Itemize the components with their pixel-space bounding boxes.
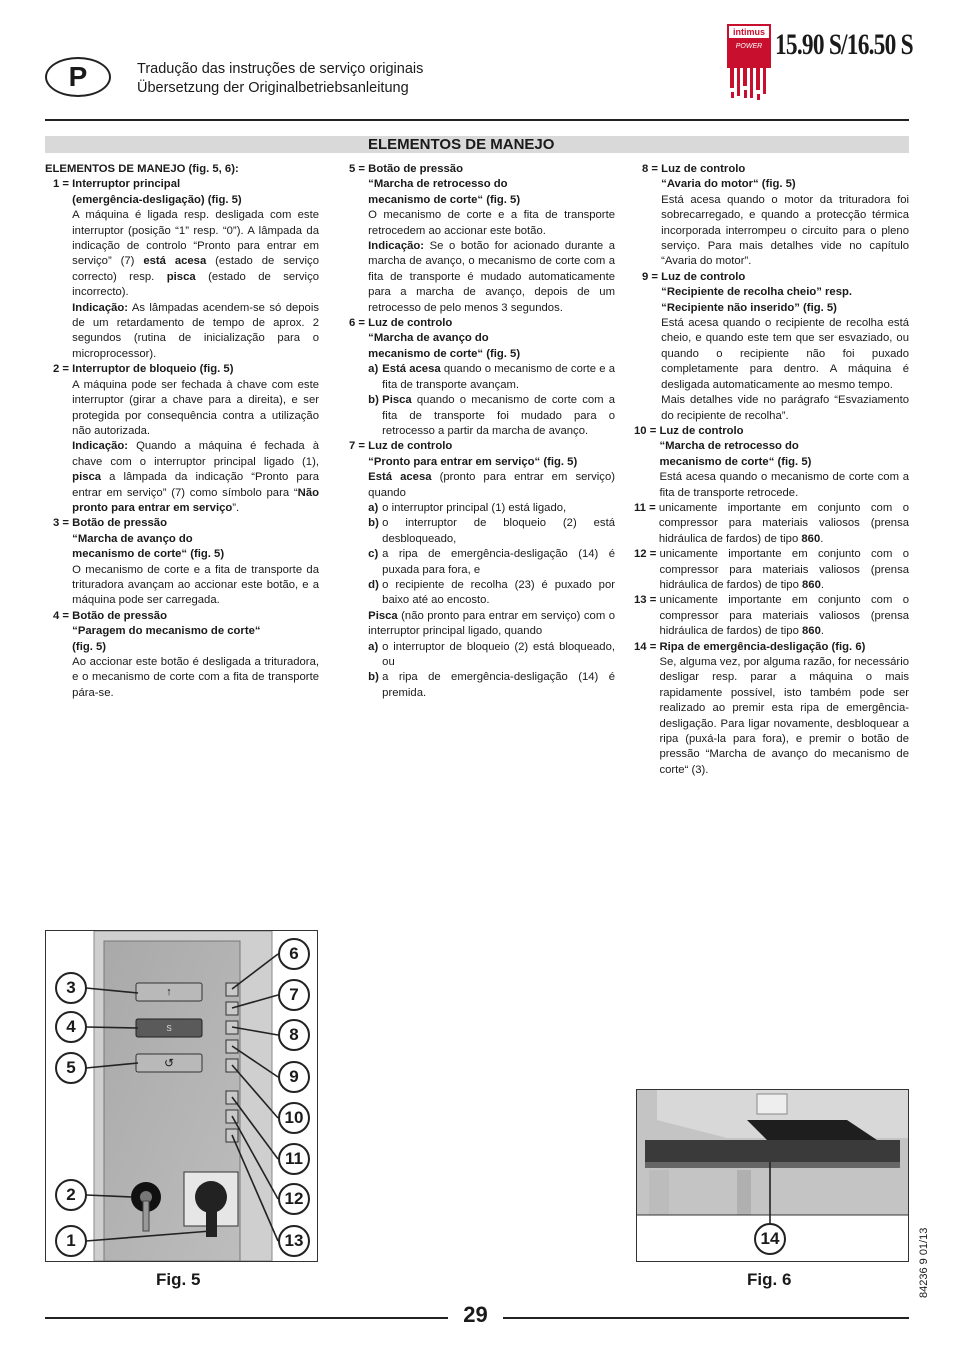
item-title: Botão de pressão — [368, 163, 463, 175]
item-1 — [45, 177, 319, 362]
logo-sub-text: POWER — [735, 43, 763, 50]
item-text: Pisca (não pronto para entrar em serviço) com o interruptor principal ligado, quando — [368, 609, 615, 638]
item-13 — [634, 593, 909, 639]
item-number: 7 = — [349, 440, 369, 453]
item-text: Se, alguma vez, por alguma razão, for necessário desligar resp. parar a máquina o mais rapidamente possível, isto também pode ser realizado ao premir esta ripa de emergência-desligação. Para ligar novamente, desbloquear a ripa (puxá-la para fora), e premir o botão de pressão “Marcha de avanço do mecanismo de corte“ (3). — [659, 656, 909, 776]
item-10 — [634, 424, 909, 501]
item-text: O mecanismo de corte e a fita de transporte da trituradora avançam ao accionar este botão, e a máquina pode ser carregada. — [72, 563, 319, 607]
item-number: 6 = — [349, 317, 369, 330]
footer-line-left — [45, 1317, 448, 1319]
language-badge: P — [45, 57, 111, 97]
callout-6: 6 — [278, 938, 310, 970]
sub-item-c: c) a ripa de emergência-desligação (14) é puxada para fora, e — [368, 548, 615, 576]
item-title: mecanismo de corte“ (fig. 5) — [368, 193, 521, 206]
item-8 — [634, 162, 909, 270]
item-title: “Pronto para entrar em serviço“ (fig. 5) — [368, 455, 578, 468]
item-title: Luz de controlo — [368, 317, 453, 330]
callout-4: 4 — [55, 1011, 87, 1043]
item-title: Luz de controlo — [661, 163, 746, 175]
item-number: 14 = — [634, 640, 660, 653]
item-title: “Avaria do motor“ (fig. 5) — [661, 178, 796, 191]
item-14 — [634, 640, 909, 779]
intro-heading: ELEMENTOS DE MANEJO (fig. 5, 6): — [45, 163, 239, 175]
item-text: Está acesa quando o recipiente de recolha está cheio, e quando este tem que ser esvaziado, ou quando o recipiente não foi puxado completamente para dentro. A máquina é desligada automaticamente ao mesmo tempo. — [661, 317, 909, 391]
item-title: mecanismo de corte“ (fig. 5) — [368, 347, 521, 360]
item-7 — [345, 439, 615, 701]
item-title: Luz de controlo — [368, 440, 453, 453]
item-4 — [45, 609, 319, 701]
item-title: Luz de controlo — [661, 270, 746, 283]
section-title: ELEMENTOS DE MANEJO — [368, 136, 555, 153]
item-5 — [345, 162, 615, 316]
item-note: Indicação: As lâmpadas acendem-se só depois de um retardamento de tempo de aprox. 2 segundos (rutina de inicialização para o microprocessor). — [72, 301, 319, 360]
callout-10: 10 — [278, 1102, 310, 1134]
item-title: “Paragem do mecanismo de corte“ — [72, 625, 261, 638]
item-11 — [634, 501, 909, 547]
item-title: (emergência-desligação) (fig. 5) — [72, 193, 242, 206]
item-title: “Marcha de avanço do — [368, 332, 489, 345]
control-panel-illustration — [46, 931, 317, 1261]
callout-2: 2 — [55, 1179, 87, 1211]
callout-8: 8 — [278, 1019, 310, 1051]
subtitle-line-1: Tradução das instruções de serviço originais — [137, 61, 424, 77]
item-number: 9 = — [642, 270, 662, 283]
sub-item-b: b) o interruptor de bloqueio (2) está desbloqueado, — [368, 517, 615, 545]
item-title: “Recipiente não inserido” (fig. 5) — [661, 301, 837, 314]
callout-12: 12 — [278, 1183, 310, 1215]
callout-14: 14 — [754, 1223, 786, 1255]
item-text: A máquina pode ser fechada à chave com este interruptor (girar a chave para a direita), e ser protegida por consequência contra a utilização não autorizada. — [72, 378, 319, 437]
item-title: (fig. 5) — [72, 640, 107, 653]
item-number: 1 = — [53, 178, 73, 191]
section-band — [45, 136, 909, 153]
stop-icon: S — [166, 1023, 172, 1033]
item-text: A máquina é ligada resp. desligada com este interruptor (posição “1” resp. “0”). A lâmpada da indicação de controlo “Pronto para entrar em serviço” (7) está acesa (estado de serviço correcto) resp. pisca (estado de serviço incorrecto). — [72, 209, 319, 299]
item-text: unicamente importante em conjunto com o compressor para materiais valiosos (prensa hidráulica de fardos) de tipo 860. — [658, 501, 909, 545]
item-note: Indicação: Quando a máquina é fechada à chave com o interruptor principal ligado (1), pisca a lâmpada da indicação “Pronto para entrar em serviço” (7) como símbolo para “Não pronto para entrar em serviço”. — [72, 440, 319, 514]
item-number: 2 = — [53, 363, 73, 376]
item-text: Ao accionar este botão é desligada a trituradora, e o mecanismo de corte com a fita de transporte pára-se. — [72, 656, 319, 699]
item-number: 12 = — [634, 548, 660, 561]
callout-1: 1 — [55, 1225, 87, 1257]
item-title: Interruptor principal — [72, 178, 181, 191]
header-divider — [45, 119, 909, 121]
item-title: “Recipiente de recolha cheio” resp. — [661, 286, 853, 299]
subtitle-line-2: Übersetzung der Originalbetriebsanleitung — [137, 80, 409, 96]
item-text: Está acesa (pronto para entrar em serviço) quando — [368, 471, 615, 499]
figure-6 — [636, 1089, 909, 1262]
item-title: Ripa de emergência-desligação (fig. 6) — [659, 640, 866, 653]
callout-5: 5 — [55, 1052, 87, 1084]
callout-11: 11 — [278, 1143, 310, 1175]
sub-item-a: a) o interruptor de bloqueio (2) está bloqueado, ou — [368, 640, 615, 668]
column-2 — [345, 162, 615, 701]
item-title: mecanismo de corte“ (fig. 5) — [72, 548, 225, 561]
column-3 — [634, 162, 909, 778]
item-number: 8 = — [642, 163, 662, 175]
subtitle — [137, 60, 423, 98]
item-9 — [634, 270, 909, 424]
item-note: Indicação: Se o botão for acionado durante a marcha de avanço, o mecanismo de corte com a fita de transporte é mudado automaticamente para a marcha de avanço, depois de um retrocesso de pelo menos 3 segundos. — [368, 240, 615, 314]
item-12 — [634, 547, 909, 593]
item-title: “Marcha de retrocesso do — [659, 440, 799, 453]
item-6 — [345, 316, 615, 439]
sub-item-d: d) o recipiente de recolha (23) é puxado por baixo até ao encosto. — [368, 578, 615, 607]
item-text: unicamente importante em conjunto com o compressor para materiais valiosos (prensa hidráulica de fardos) de tipo 860. — [659, 548, 909, 591]
figure-6-caption: Fig. 6 — [747, 1270, 792, 1289]
callout-7: 7 — [278, 979, 310, 1011]
item-number: 4 = — [53, 609, 73, 622]
item-title: “Marcha de retrocesso do — [368, 178, 508, 191]
item-2 — [45, 362, 319, 516]
model-title: 15.90 S/16.50 S — [775, 28, 913, 61]
item-number: 5 = — [349, 163, 369, 175]
arrow-up-icon: ↑ — [166, 986, 172, 998]
column-1 — [45, 162, 319, 701]
item-number: 3 = — [53, 517, 73, 530]
footer-line-right — [503, 1317, 909, 1319]
callout-3: 3 — [55, 972, 87, 1004]
figure-5-caption: Fig. 5 — [156, 1270, 201, 1289]
item-title: Interruptor de bloqueio (fig. 5) — [72, 363, 234, 376]
item-number: 10 = — [634, 424, 660, 437]
item-title: mecanismo de corte“ (fig. 5) — [659, 455, 812, 468]
item-title: “Marcha de avanço do — [72, 532, 193, 545]
item-text: unicamente importante em conjunto com o compressor para materiais valiosos (prensa hidráulica de fardos) de tipo 860. — [659, 594, 909, 638]
item-text: Mais detalhes vide no parágrafo “Esvaziamento do recipiente de recolha”. — [661, 394, 909, 422]
item-title: Botão de pressão — [72, 609, 167, 622]
figure-5 — [45, 930, 318, 1262]
sub-item-b: b) Pisca quando o mecanismo de corte com a fita de transporte foi mudado para o retrocesso a partir da marcha de avanço. — [368, 394, 615, 437]
sub-item-b: b) a ripa de emergência-desligação (14) é premida. — [368, 671, 615, 699]
document-number: 84236 9 01/13 — [918, 1227, 930, 1298]
item-text: Está acesa quando o motor da trituradora foi sobrecarregado, e quando a protecção térmica incorporada interrompeu o circuito para o pleno serviço. Para mais detalhes vide no capítulo “Avaria do motor”. — [661, 193, 909, 268]
item-text: O mecanismo de corte e a fita de transporte retrocedem ao accionar este botão. — [368, 209, 615, 237]
intimus-logo — [727, 24, 771, 104]
sub-item-a: a) Está acesa quando o mecanismo de corte e a fita de transporte avançam. — [368, 363, 615, 391]
item-3 — [45, 516, 319, 608]
page-number: 29 — [463, 1302, 488, 1327]
sub-item-a: a) o interruptor principal (1) está ligado, — [368, 501, 567, 514]
item-number: 11 = — [634, 501, 659, 514]
item-title: Botão de pressão — [72, 517, 167, 530]
callout-13: 13 — [278, 1225, 310, 1257]
item-number: 13 = — [634, 594, 660, 607]
item-title: Luz de controlo — [659, 424, 744, 437]
callout-9: 9 — [278, 1061, 310, 1093]
reverse-arrow-icon: ↺ — [163, 1056, 175, 1070]
item-text: Está acesa quando o mecanismo de corte com a fita de transporte retrocede. — [659, 471, 909, 499]
logo-brand-text: intimus — [732, 27, 766, 37]
